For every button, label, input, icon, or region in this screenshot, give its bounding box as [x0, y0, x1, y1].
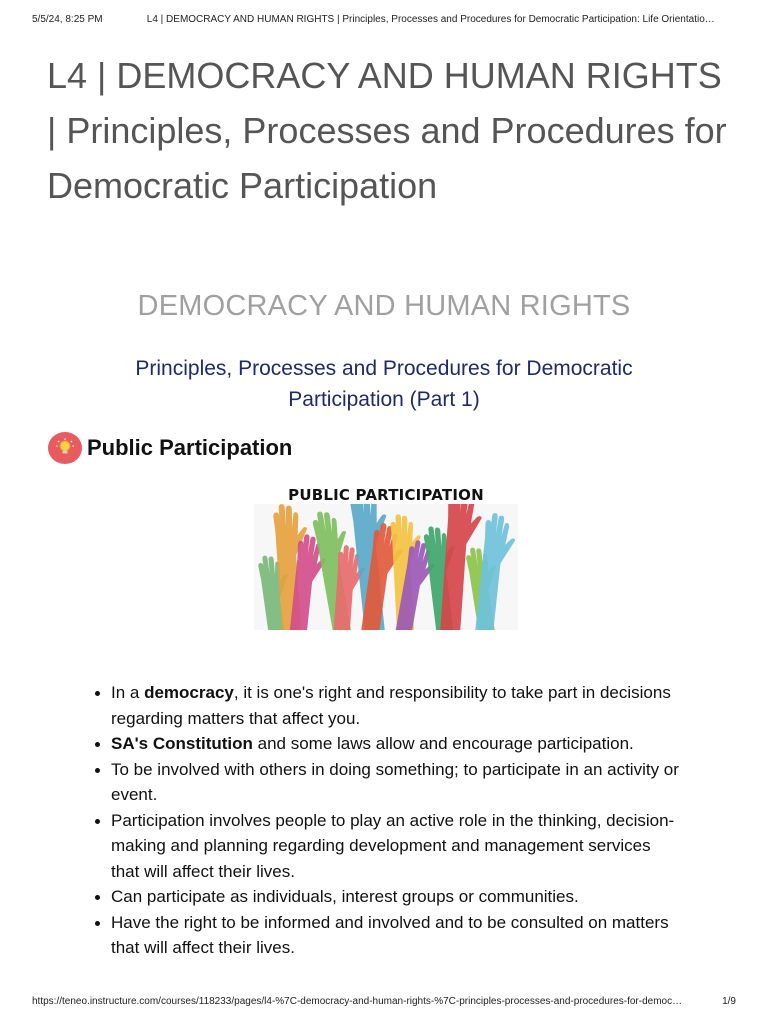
bullet-text: Have the right to be informed and involved and to be consulted on matters that will affect their lives. [111, 912, 669, 957]
print-doc-title: L4 | DEMOCRACY AND HUMAN RIGHTS | Principles, Processes and Procedures for Democratic Participation: Life Orientatio… [146, 14, 715, 25]
bullet-item [93, 910, 683, 961]
lesson-subheading: Principles, Processes and Procedures for Democratic Participation (Part 1) [135, 357, 633, 411]
page-title: L4 | DEMOCRACY AND HUMAN RIGHTS | Principles, Processes and Procedures for Democratic Participation [47, 55, 727, 206]
public-participation-figure [254, 484, 518, 640]
bullet-bold-text: democracy [144, 683, 234, 702]
section-heading-label: Public Participation [87, 435, 293, 460]
bullet-text: Can participate as individuals, interest groups or communities. [111, 887, 579, 906]
section-subheading: DEMOCRACY AND HUMAN RIGHTS [137, 290, 631, 322]
print-header [32, 14, 736, 25]
bullet-bold-text: SA's Constitution [111, 734, 253, 753]
bullet-item [93, 757, 683, 808]
bullet-item [93, 808, 683, 885]
bullet-list [93, 680, 683, 961]
bullet-text: Participation involves people to play an active role in the thinking, decision-making and planning regarding development and management services that will affect their lives. [111, 810, 675, 881]
bullet-text: and some laws allow and encourage participation. [252, 734, 634, 753]
print-footer [32, 996, 736, 1007]
bullet-item [93, 884, 683, 910]
bullet-text: , it is one's right and responsibility to take part in decisions regarding matters that affect you. [111, 683, 671, 728]
bullet-text: To be involved with others in doing something; to participate in an activity or event. [111, 759, 679, 804]
print-url: https://teneo.instructure.com/courses/118233/pages/l4-%7C-democracy-and-human-rights-%7C-principles-processes-and-procedures-for-democ… [32, 996, 683, 1007]
bullet-item [93, 731, 683, 757]
raised-hands-illustration [254, 504, 518, 630]
bullet-text: In a [111, 683, 145, 702]
print-date: 5/5/24, 8:25 PM [32, 14, 103, 25]
figure-caption: PUBLIC PARTICIPATION [288, 486, 484, 504]
bullet-item [93, 680, 683, 731]
lightbulb-icon [48, 432, 82, 464]
page-number: 1/9 [722, 996, 736, 1007]
public-participation-heading [48, 432, 292, 464]
